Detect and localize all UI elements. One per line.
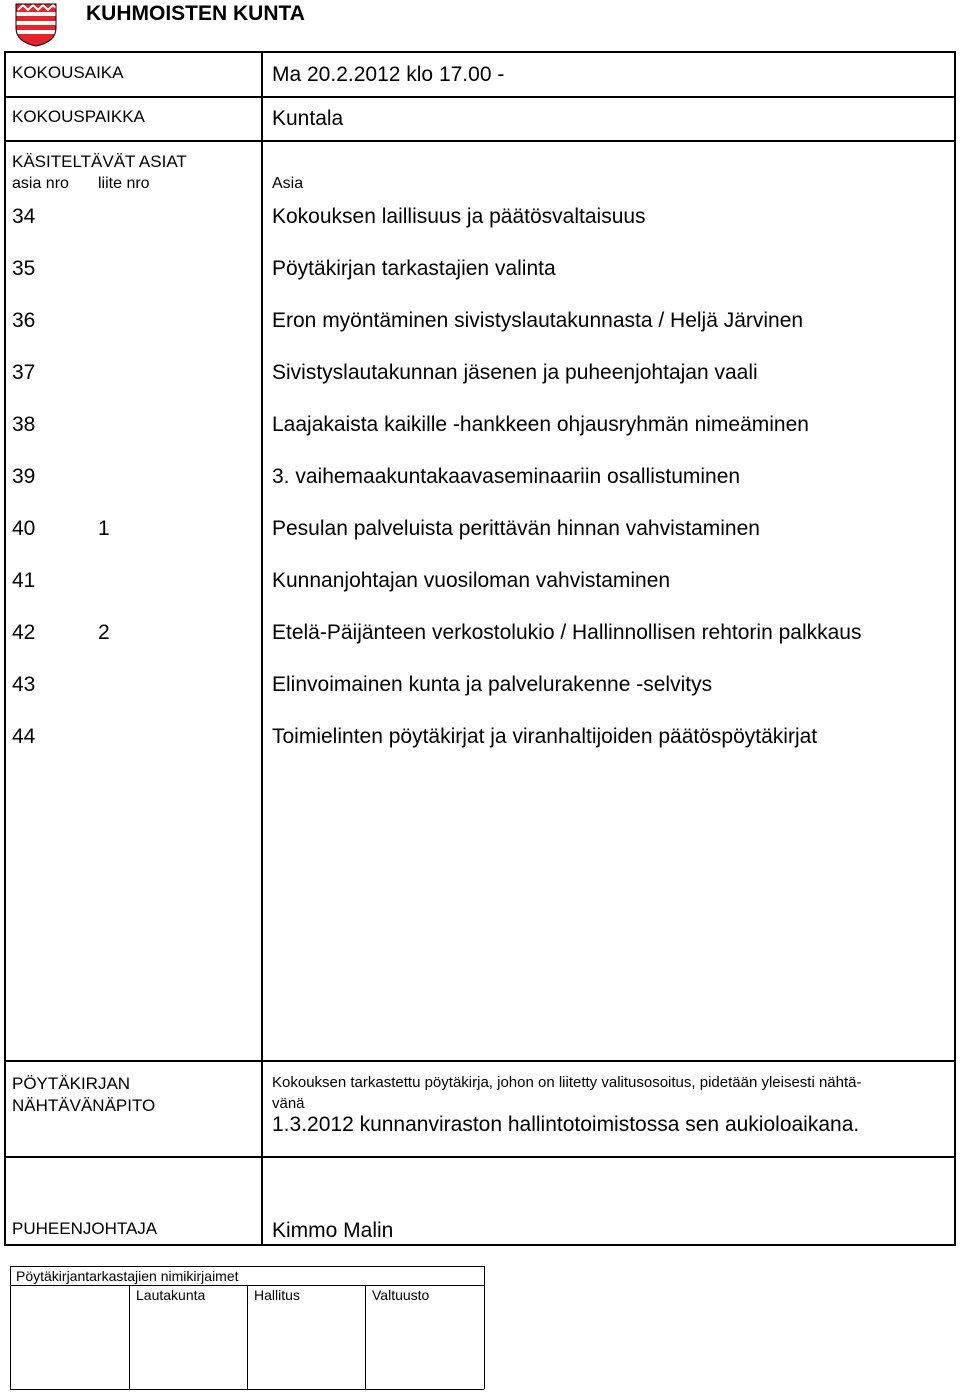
item-subject: 3. vaihemaakuntakaavaseminaariin osallistuminen bbox=[272, 465, 741, 488]
row-divider bbox=[4, 96, 956, 98]
meeting-place-label: KOKOUSPAIKKA bbox=[12, 107, 145, 126]
item-subject: Pöytäkirjan tarkastajien valinta bbox=[272, 257, 556, 280]
row-divider bbox=[4, 1060, 956, 1062]
initials-table-right bbox=[484, 1266, 485, 1389]
item-subject: Laajakaista kaikille -hankkeen ohjausryhmän nimeäminen bbox=[272, 413, 809, 436]
initials-table-divider bbox=[129, 1285, 130, 1389]
initials-column-lautakunta: Lautakunta bbox=[136, 1287, 206, 1303]
minutes-display-label-line2: NÄHTÄVÄNÄPITO bbox=[12, 1096, 156, 1115]
initials-table-divider bbox=[247, 1285, 248, 1389]
chair-label: PUHEENJOHTAJA bbox=[12, 1219, 158, 1238]
item-number: 37 bbox=[12, 361, 36, 384]
minutes-display-text-line1: Kokouksen tarkastettu pöytäkirja, johon on liitetty valitusosoitus, pidetään yleisesti nähtä- bbox=[272, 1074, 862, 1091]
item-number: 35 bbox=[12, 257, 36, 280]
coat-of-arms-icon bbox=[14, 2, 58, 48]
row-divider bbox=[4, 140, 956, 142]
meeting-time-value: Ma 20.2.2012 klo 17.00 - bbox=[272, 63, 505, 86]
initials-table-bottom bbox=[10, 1389, 484, 1390]
table-bottom-border bbox=[4, 1244, 956, 1246]
item-number: 39 bbox=[12, 465, 36, 488]
item-number: 36 bbox=[12, 309, 36, 332]
minutes-display-label-line1: PÖYTÄKIRJAN bbox=[12, 1074, 131, 1093]
column-header-subject: Asia bbox=[272, 175, 304, 192]
item-subject: Toimielinten pöytäkirjat ja viranhaltijoiden päätöspöytäkirjat bbox=[272, 725, 818, 748]
table-right-border bbox=[954, 51, 956, 1246]
table-column-divider bbox=[261, 51, 263, 1246]
initials-column-valtuusto: Valtuusto bbox=[372, 1287, 430, 1303]
meeting-place-value: Kuntala bbox=[272, 107, 344, 130]
item-subject: Elinvoimainen kunta ja palvelurakenne -selvitys bbox=[272, 673, 713, 696]
item-subject: Eron myöntäminen sivistyslautakunnasta / Heljä Järvinen bbox=[272, 309, 804, 332]
item-subject: Sivistyslautakunnan jäsenen ja puheenjohtajan vaali bbox=[272, 361, 758, 384]
column-header-item-no: asia nro bbox=[12, 175, 69, 192]
minutes-display-text-line2: vänä bbox=[272, 1095, 305, 1112]
item-attachment: 1 bbox=[98, 517, 110, 540]
item-subject: Etelä-Päijänteen verkostolukio / Hallinnollisen rehtorin palkkaus bbox=[272, 621, 862, 644]
item-number: 42 bbox=[12, 621, 36, 644]
item-attachment: 2 bbox=[98, 621, 110, 644]
column-header-attachment-no: liite nro bbox=[98, 175, 150, 192]
chair-name: Kimmo Malin bbox=[272, 1219, 394, 1242]
item-number: 43 bbox=[12, 673, 36, 696]
item-number: 41 bbox=[12, 569, 36, 592]
org-name: KUHMOISTEN KUNTA bbox=[86, 2, 305, 25]
initials-column-hallitus: Hallitus bbox=[254, 1287, 300, 1303]
initials-table-top bbox=[10, 1266, 484, 1267]
initials-table-divider bbox=[365, 1285, 366, 1389]
item-number: 38 bbox=[12, 413, 36, 436]
item-number: 40 bbox=[12, 517, 36, 540]
item-number: 34 bbox=[12, 205, 36, 228]
meeting-time-label: KOKOUSAIKA bbox=[12, 63, 124, 82]
item-number: 44 bbox=[12, 725, 36, 748]
item-subject: Pesulan palveluista perittävän hinnan vahvistaminen bbox=[272, 517, 760, 540]
agenda-section-label: KÄSITELTÄVÄT ASIAT bbox=[12, 152, 187, 171]
table-left-border bbox=[4, 51, 6, 1246]
initials-table-left bbox=[10, 1266, 11, 1389]
item-subject: Kunnanjohtajan vuosiloman vahvistaminen bbox=[272, 569, 671, 592]
row-divider bbox=[4, 1156, 956, 1158]
item-subject: Kokouksen laillisuus ja päätösvaltaisuus bbox=[272, 205, 646, 228]
table-top-border bbox=[4, 51, 956, 53]
minutes-display-text-line3: 1.3.2012 kunnanviraston hallintotoimistossa sen aukioloaikana. bbox=[272, 1113, 860, 1136]
initials-title: Pöytäkirjantarkastajien nimikirjaimet bbox=[16, 1268, 239, 1284]
